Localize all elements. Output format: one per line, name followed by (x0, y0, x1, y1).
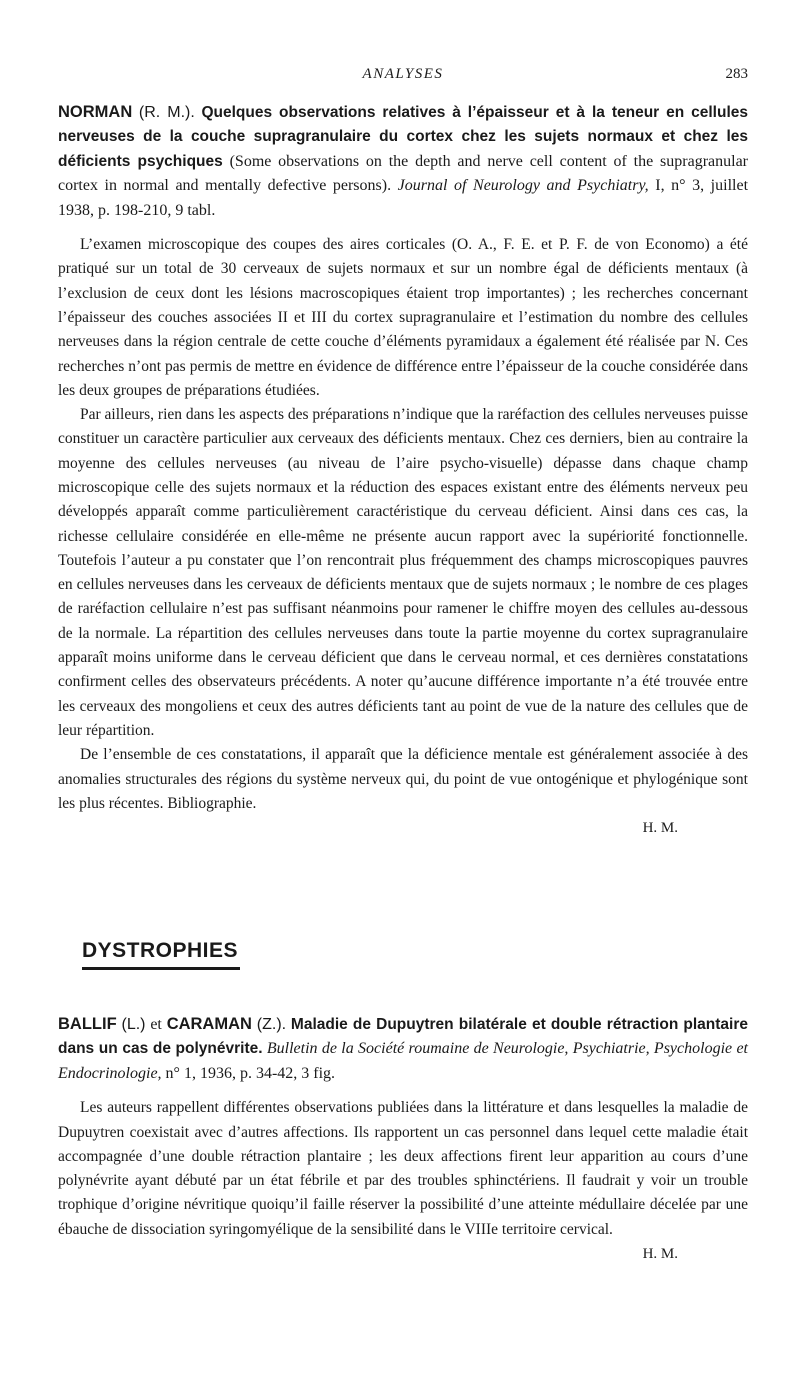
citation: I, n° 3, juillet 1938, p. 198-210, 9 tabl. (58, 177, 749, 219)
article-body (58, 1096, 748, 1242)
article-title: Quelques observations relatives à l’épaisseur et à la teneur en cellules nerveuses de la couche supragranulaire du cortex chez les sujets normaux et chez les déficients psychiques (58, 104, 749, 170)
article-body (58, 233, 748, 816)
section-rule (82, 967, 240, 970)
article-norman (58, 100, 748, 840)
article-title: Maladie de Dupuytren bilatérale et double rétraction plantaire dans un cas de polynévrite. (58, 1016, 749, 1058)
author-name: BALLIF (58, 1015, 117, 1033)
page-header (58, 66, 748, 86)
paragraph: Les auteurs rappellent différentes observations publiées dans la littérature et dans lesquelles la maladie de Dupuytren coexistait avec d’autres affections. Ils rapportent un cas personnel dans lequel cette maladie était accompagnée d’une double rétraction plantaire ; les deux affections firent leur apparition au cours d’une polynévrite ayant débuté par un état fébrile et par des troubles sphinctériens. Il faudrait y voir un trouble trophique d’origine névritique quoiqu’il faille réserver la possibilité d’une atteinte médullaire décelée par une ébauche de dissociation syringomyélique de la sensibilité dans le VIIIe territoire cervical. (58, 1099, 748, 1238)
author-initial: (L.) (121, 1016, 146, 1033)
signature: H. M. (642, 820, 678, 837)
english-title: (Some observations on the depth and nerve cell content of the supragranular cortex in normal and mentally defective persons). (58, 152, 748, 195)
signature: H. M. (642, 1246, 678, 1262)
coauthor-name: CARAMAN (166, 1015, 252, 1033)
journal-name: Bulletin de la Société roumaine de Neurologie, Psychiatrie, Psychologie et Endocrinologie, (58, 1040, 748, 1082)
citation: n° 1, 1936, p. 34-42, 3 fig. (165, 1064, 336, 1082)
page-number: 283 (725, 66, 748, 82)
article-heading (58, 1012, 748, 1086)
running-title: ANALYSES (362, 66, 444, 82)
paragraph: Par ailleurs, rien dans les aspects des préparations n’indique que la raréfaction des cellules nerveuses puisse constituer un caractère particulier aux cerveaux des déficients mentaux. Chez ces derniers, bien au contraire la moyenne des cellules nerveuses (au niveau de l’aire psycho-visuelle) dépasse dans chaque champ microscopique celle des sujets normaux et la réduction des espaces existant entre des éléments nerveux peu développés apparaît comme particulièrement caractéristique du cerveau déficient. Ainsi dans ces cas, la richesse cellulaire considérée en elle-même ne présente aucun rapport avec la supériorité fonctionnelle. Toutefois l’auteur a pu constater que l’on rencontrait plus fréquemment des champs microscopiques pauvres en cellules nerveuses dans les cerveaux de déficients mentaux que de sujets normaux ; le nombre de ces plages de raréfaction cellulaire n’est pas suffisant néanmoins pour ramener le chiffre moyen des cellules au-dessous de la normale. La répartition des cellules nerveuses dans toute la partie moyenne du cortex supragranulaire apparaît moins uniforme dans le cerveau déficient que dans le cerveau normal, et ces dernières constatations confirment celles des observateurs précédents. A noter qu’aucune différence importante n’a été trouvée entre les cerveaux des mongoliens et ceux des autres déficients tant au point de vue de la nature des cellules que de leur répartition. (58, 406, 748, 739)
author-name: NORMAN (58, 103, 133, 121)
coauthor-initial: (Z.). (256, 1016, 287, 1033)
author-initial: (R. M.). (138, 104, 195, 121)
conjunction: et (150, 1016, 162, 1033)
article-ballif-caraman (58, 1012, 748, 1266)
paragraph: De l’ensemble de ces constatations, il apparaît que la déficience mentale est généralement associée à des anomalies structurales des régions du système nerveux qui, du point de vue ontogénique et phylogénique sont les plus récentes. Bibliographie. (58, 746, 748, 812)
paragraph: L’examen microscopique des coupes des aires corticales (O. A., F. E. et P. F. de von Economo) a été pratiqué sur un total de 30 cerveaux de sujets normaux et sur un nombre égal de déficients mentaux (à l’exclusion de ceux dont les lésions macroscopiques étaient trop importantes) ; les recherches concernant l’épaisseur des couches associées II et III du cortex supragranulaire et l’estimation du nombre des cellules nerveuses dans la région centrale de cette couche d’éléments pyramidaux a également été réalisée par N. Ces recherches n’ont pas permis de mettre en évidence de différence entre l’épaisseur de la couche considérée dans les deux groupes de préparations étudiées. (58, 236, 748, 399)
journal-name: Journal of Neurology and Psychiatry, (397, 177, 649, 195)
article-heading (58, 100, 748, 223)
section-heading: DYSTROPHIES (82, 939, 239, 962)
